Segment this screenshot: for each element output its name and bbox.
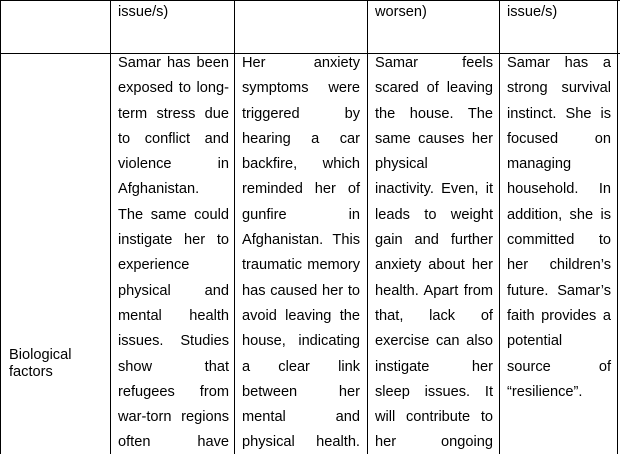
cell-trigger [242, 51, 360, 456]
cell-text-line: to conflict and [118, 130, 229, 147]
cell-text-line: a clear link [242, 358, 360, 375]
cell-text-line: experience [118, 257, 190, 274]
cell-text-line: mental and [242, 409, 360, 426]
header-cell-4: worsen) [375, 4, 427, 20]
cell-text-line: “resilience”. [507, 383, 583, 400]
cell-text-line: hearing a car [242, 130, 360, 147]
cell-text-line: inactivity. Even, it [375, 181, 493, 198]
cell-text-line: potential [507, 333, 563, 350]
table-border-left [0, 0, 1, 454]
cell-text-line: gunfire in [242, 206, 360, 223]
cell-text-line: leads to weight [375, 206, 493, 223]
cell-text-line: Her anxiety [242, 55, 360, 71]
cell-text-line: triggered by [242, 105, 360, 122]
table-col-divider [367, 0, 368, 454]
cell-text-line: reminded her of [242, 181, 360, 198]
cell-text-line: instigate her [375, 358, 493, 375]
cell-text-line: exposed to long- [118, 80, 229, 97]
cell-text-line: often have [118, 434, 229, 451]
cell-text-line: term stress due [118, 105, 229, 122]
cell-text-line: will contribute to [375, 409, 493, 426]
cell-text-line: between her [242, 383, 360, 400]
cell-text-line: managing [507, 156, 572, 173]
cell-text-line: refugees from [118, 383, 229, 400]
cell-text-line: mental health [118, 307, 229, 324]
cell-text-line: issues. Studies [118, 333, 229, 350]
table-col-divider [234, 0, 235, 454]
cell-text-line: her children’s [507, 257, 611, 274]
cell-text-line: has caused her to [242, 282, 360, 299]
cell-text-line: that, lack of [375, 307, 493, 324]
cell-text-line: instigate her to [118, 232, 229, 249]
cell-text-line: traumatic memory [242, 257, 360, 274]
cell-text-line: strong survival [507, 80, 611, 97]
cell-exposure [118, 51, 229, 456]
cell-text-line: focused on [507, 130, 611, 147]
cell-text-line: the house. The [375, 105, 493, 122]
cell-text-line: The same could [118, 206, 229, 223]
cell-text-line: avoid leaving the [242, 307, 360, 324]
table-border-right [617, 0, 618, 454]
cell-text-line: health. Apart from [375, 282, 493, 299]
cell-text-line: household. In [507, 181, 611, 198]
header-cell-2: issue/s) [118, 4, 169, 20]
cell-text-line: war-torn regions [118, 409, 229, 426]
cell-text-line: show that [118, 358, 229, 375]
cell-text-line: committed to [507, 232, 611, 249]
cell-text-line: Samar has been [118, 55, 229, 71]
cell-text-line: scared of leaving [375, 80, 493, 97]
cell-text-line: sleep issues. It [375, 383, 493, 400]
cell-text-line: backfire, which [242, 156, 360, 173]
cell-text-line: faith provides a [507, 307, 611, 324]
cell-text-line: violence in [118, 156, 229, 173]
cell-text-line: exercise can also [375, 333, 493, 350]
cell-strengths [507, 51, 611, 405]
cell-text-line: same causes her [375, 130, 493, 147]
cell-text-line: anxiety about her [375, 257, 493, 274]
cell-text-line: Samar feels [375, 55, 493, 71]
cell-text-line: Samar has a [507, 55, 611, 71]
cell-text-line: source of [507, 358, 611, 375]
cell-effects [375, 51, 493, 456]
cell-text-line: Afghanistan. This [242, 232, 360, 249]
header-cell-5: issue/s) [507, 4, 558, 20]
cell-text-line: physical and [118, 282, 229, 299]
cell-text-line: instinct. She is [507, 105, 611, 122]
cell-text-line: gain and further [375, 232, 493, 249]
cell-text-line: physical health. [242, 434, 360, 451]
cell-text-line: symptoms were [242, 80, 360, 97]
table-col-divider [110, 0, 111, 454]
cell-text-line: physical [375, 156, 428, 173]
table-col-divider [499, 0, 500, 454]
cell-text-line: house, indicating [242, 333, 360, 350]
cell-text-line: her ongoing [375, 434, 493, 451]
cell-text-line: future. Samar’s [507, 282, 611, 299]
row-label-biological-factors: Biological factors [9, 347, 72, 380]
cell-text-line: addition, she is [507, 206, 611, 223]
cell-text-line: Afghanistan. [118, 181, 200, 198]
